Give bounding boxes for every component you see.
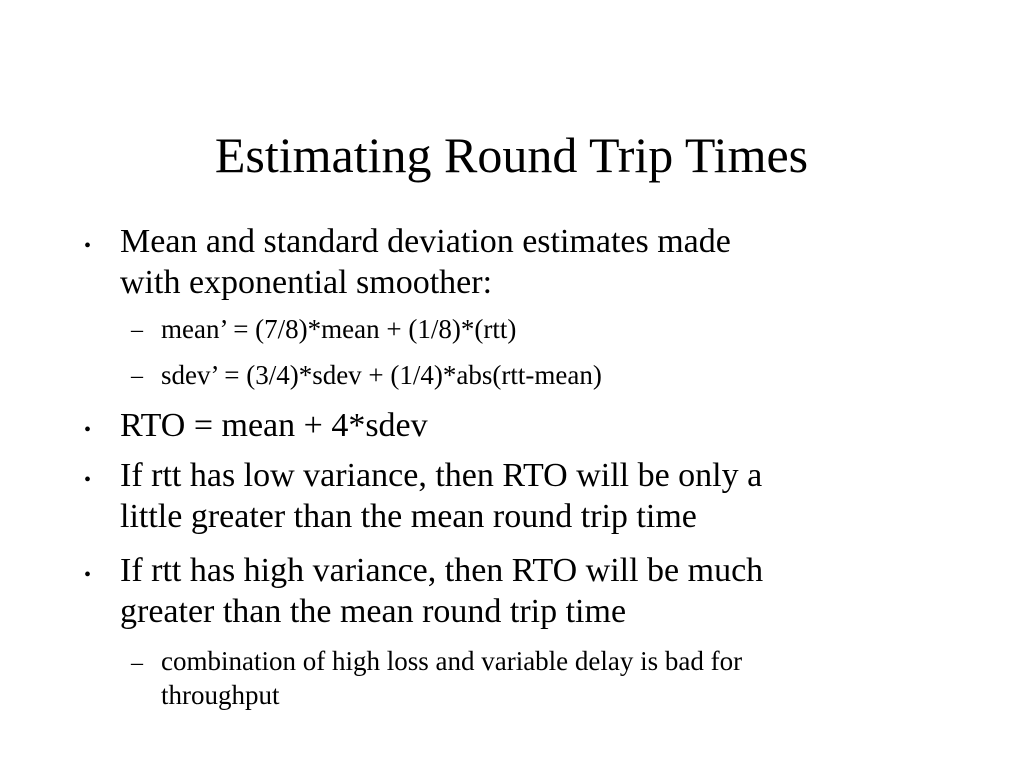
bullet-2-line-1: RTO = mean + 4*sdev (120, 407, 428, 444)
bullet-marker: • (84, 564, 92, 586)
bullet-3-line-1: If rtt has low variance, then RTO will be only a (120, 457, 763, 494)
bullet-1-line-1: Mean and standard deviation estimates made (120, 223, 731, 260)
bullet-4-line-2: greater than the mean round trip time (120, 593, 627, 630)
sub-bullet-marker: – (131, 363, 143, 389)
bullet-1-line-2: with exponential smoother: (120, 264, 493, 301)
slide-title: Estimating Round Trip Times (214, 127, 809, 183)
bullet-3-line-2: little greater than the mean round trip time (120, 498, 697, 535)
sub-bullet-throughput-line-1: combination of high loss and variable delay is bad for (161, 646, 743, 676)
sub-bullet-marker: – (131, 650, 143, 676)
sub-bullet-mean-formula: mean’ = (7/8)*mean + (1/8)*(rtt) (161, 314, 517, 344)
bullet-marker: • (84, 469, 92, 491)
sub-bullet-marker: – (131, 317, 143, 343)
bullet-marker: • (84, 419, 92, 441)
sub-bullet-throughput-line-2: throughput (161, 680, 280, 710)
sub-bullet-sdev-formula: sdev’ = (3/4)*sdev + (1/4)*abs(rtt-mean) (161, 360, 602, 390)
bullet-4-line-1: If rtt has high variance, then RTO will be much (120, 552, 764, 589)
bullet-marker: • (84, 235, 92, 257)
